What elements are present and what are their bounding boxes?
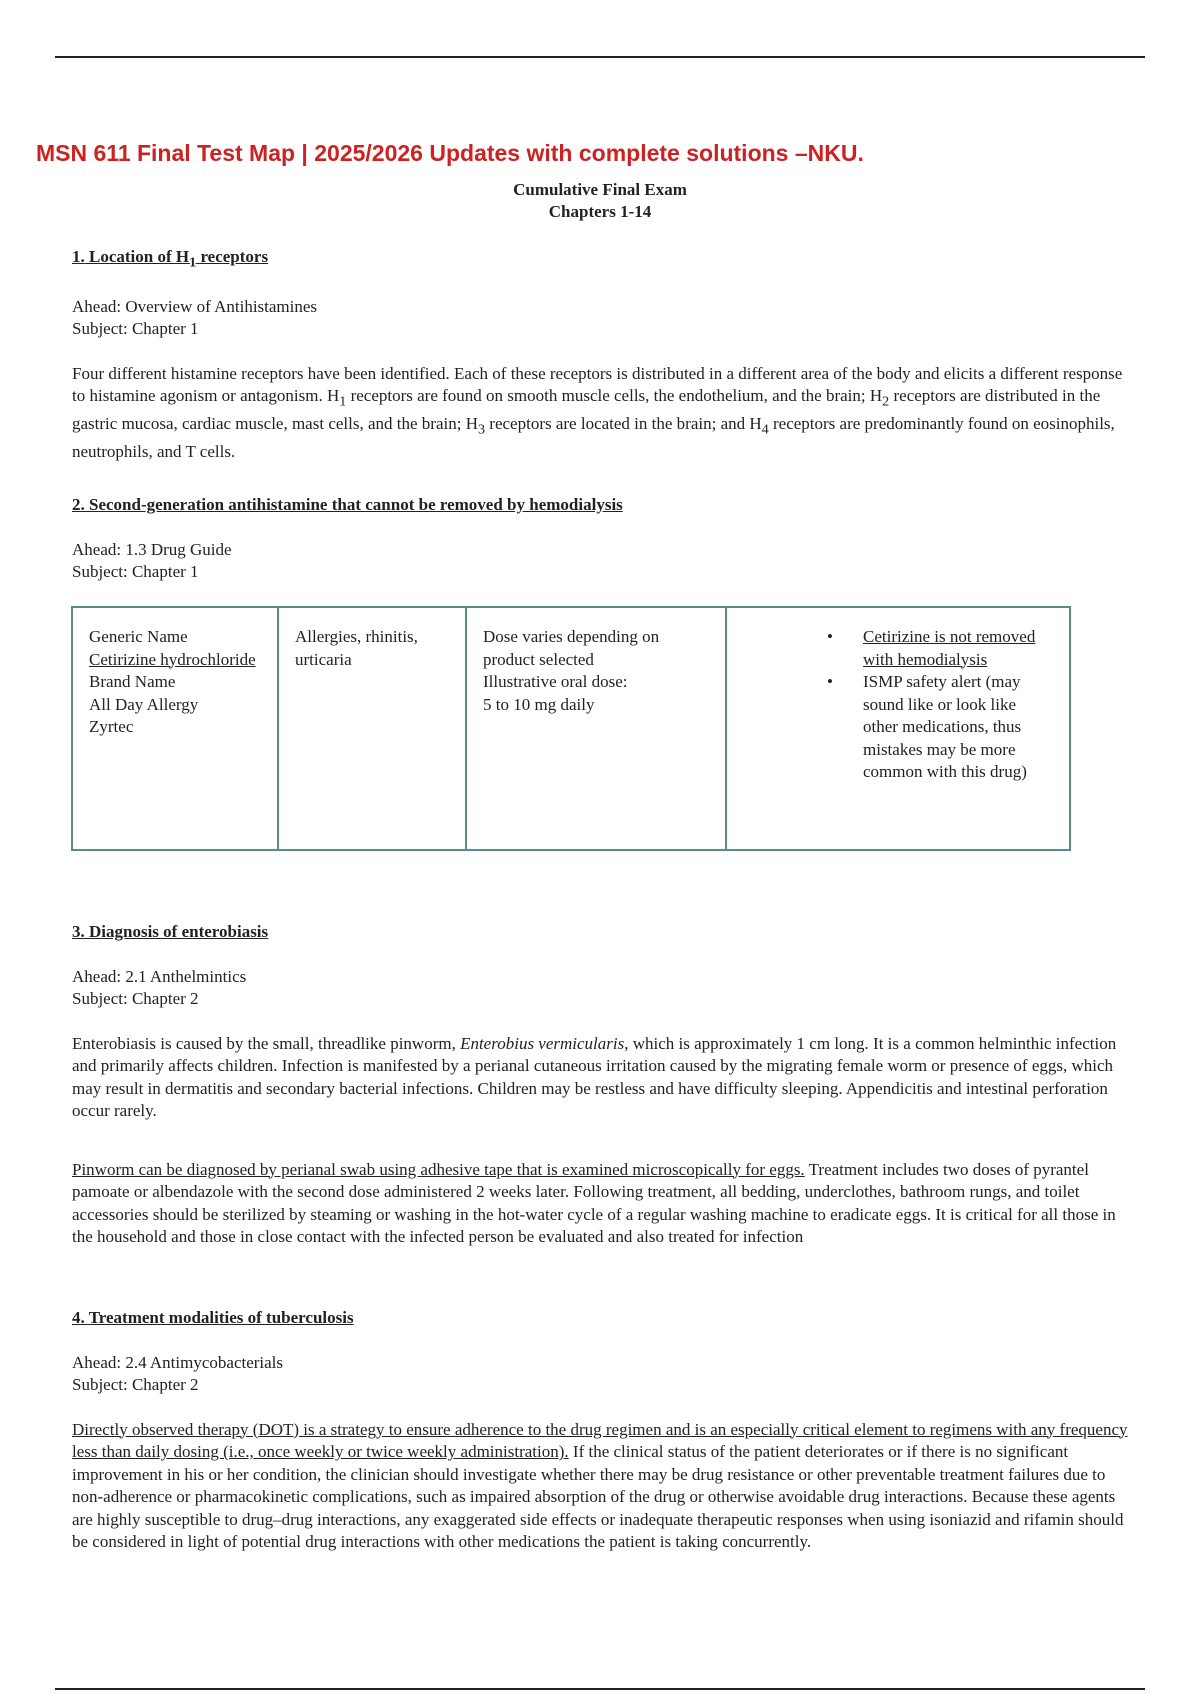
brand-name-label: Brand Name bbox=[89, 672, 176, 691]
generic-name: Cetirizine hydrochloride bbox=[89, 649, 256, 669]
question-1 bbox=[72, 246, 1132, 464]
generic-brand-cell bbox=[72, 607, 278, 850]
question-4-heading: 4. Treatment modalities of tuberculosis bbox=[72, 1308, 354, 1327]
drug-guide-table bbox=[71, 606, 1071, 851]
indications-cell bbox=[278, 607, 466, 850]
table-row bbox=[72, 607, 1070, 850]
dose-value: 5 to 10 mg daily bbox=[483, 694, 595, 714]
question-1-heading: 1. Location of $H_1$ receptors bbox=[72, 247, 269, 271]
question-4-subject: Subject: Chapter 2 bbox=[72, 1375, 199, 1394]
question-2 bbox=[72, 494, 1132, 584]
question-3-paragraph-1: Enterobiasis is caused by the small, threadlike pinworm, Enterobius vermicularis, which is approximately 1 cm long. It is a common helminthic infection and primarily affects children. Infection is manifested by a perianal cutaneous irritation caused by the migrating female worm or presence of eggs, which may result in dermatitis and secondary bacterial infections. Children may be restless and have difficulty sleeping. Appendicitis and intestinal perforation occur rarely. bbox=[72, 1033, 1117, 1120]
document-title: MSN 611 Final Test Map | 2025/2026 Updates with complete solutions –NKU. bbox=[36, 140, 864, 166]
top-rule bbox=[55, 56, 1145, 58]
question-3 bbox=[72, 921, 1132, 1249]
question-1-paragraph: Four different histamine receptors have been identified. Each of these receptors is distributed in a different area of the body and elicits a different response to histamine agonism or antagonism. $H_1$ receptors are found on smooth muscle cells, the endothelium, and the brain; $H_2$ receptors are distributed in the gastric mucosa, cardiac muscle, mast cells, and the brain; $H_3$ receptors are located in the brain; and $H_4$ receptors are predominantly found on eosinophils, neutrophils, and T cells. bbox=[72, 363, 1123, 462]
question-4-paragraph: Directly observed therapy (DOT) is a strategy to ensure adherence to the drug regimen and is an especially critical element to regimens with any frequency less than daily dosing (i.e., once weekly or twice weekly administration). If the clinical status of the patient deteriorates or if there is no significant improvement in his or her condition, the clinician should investigate whether there may be drug resistance or other preventable treatment failures due to non-adherence or pharmacokinetic complications, such as impaired absorption of the drug or otherwise avoidable drug interactions. Because these agents are highly susceptible to drug–drug interactions, any exaggerated side effects or inadequate therapeutic responses when using isoniazid and rifamin should be considered in light of potential drug interactions with other medications the patient is taking concurrently. bbox=[72, 1419, 1128, 1551]
question-1-ahead: Ahead: Overview of Antihistamines bbox=[72, 296, 318, 316]
dose-illustrative-label: Illustrative oral dose: bbox=[483, 672, 628, 691]
question-2-ahead: Ahead: 1.3 Drug Guide bbox=[72, 539, 232, 559]
dose-description: Dose varies depending on product selected bbox=[483, 627, 660, 669]
question-4 bbox=[72, 1307, 1132, 1554]
question-3-subject: Subject: Chapter 2 bbox=[72, 989, 199, 1008]
question-3-ahead: Ahead: 2.1 Anthelmintics bbox=[72, 966, 247, 986]
indications: Allergies, rhinitis, urticaria bbox=[295, 627, 418, 669]
exam-chapters: Chapters 1-14 bbox=[548, 202, 652, 221]
list-item: • ISMP safety alert (may sound like or look like other medications, thus mistakes may be more common with this drug) bbox=[863, 671, 1053, 784]
question-2-subject: Subject: Chapter 1 bbox=[72, 562, 199, 581]
notes-list bbox=[827, 626, 1053, 784]
generic-name-label: Generic Name bbox=[89, 627, 188, 646]
dose-cell bbox=[466, 607, 726, 850]
list-item: • Cetirizine is not removed with hemodialysis bbox=[863, 626, 1053, 671]
brand-name-2: Zyrtec bbox=[89, 717, 134, 736]
question-2-heading: 2. Second-generation antihistamine that cannot be removed by hemodialysis bbox=[72, 495, 623, 514]
brand-name: All Day Allergy bbox=[89, 694, 199, 714]
bottom-rule bbox=[55, 1688, 1145, 1690]
question-1-subject: Subject: Chapter 1 bbox=[72, 319, 199, 339]
question-4-ahead: Ahead: 2.4 Antimycobacterials bbox=[72, 1352, 284, 1372]
question-3-paragraph-2: Pinworm can be diagnosed by perianal swab using adhesive tape that is examined microscopically for eggs. Treatment includes two doses of pyrantel pamoate or albendazole with the second dose administered 2 weeks later. Following treatment, all bedding, underclothes, bathroom rungs, and toilet accessories should be sterilized by steaming or washing in the hot-water cycle of a regular washing machine to eradicate eggs. It is critical for all those in the household and those in close contact with the infected person be evaluated and also treated for infection bbox=[72, 1159, 1116, 1246]
exam-name: Cumulative Final Exam bbox=[513, 180, 687, 199]
question-3-heading: 3. Diagnosis of enterobiasis bbox=[72, 922, 269, 941]
notes-cell bbox=[726, 607, 1070, 850]
